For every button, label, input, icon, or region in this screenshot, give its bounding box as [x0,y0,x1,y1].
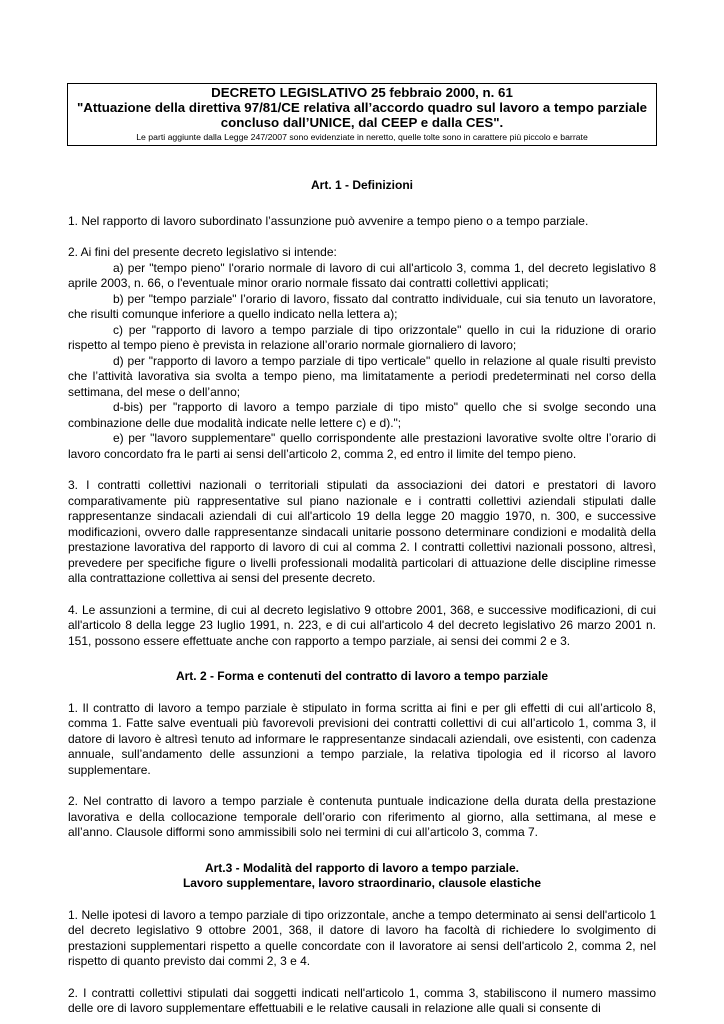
art1-letter-d: d) per "rapporto di lavoro a tempo parziale di tipo verticale" quello in relazione al quale risulti previsto che l’attività lavorativa sia svolta a tempo pieno, ma limitatamente a periodi predeterminati nel corso della settimana, del mese o dell’anno; [68,353,656,399]
title-box [67,83,657,146]
art1-letter-dbis: d-bis) per "rapporto di lavoro a tempo parziale di tipo misto" quello che si svolge secondo una combinazione delle due modalità indicate nelle lettere c) e d)."; [68,400,656,430]
art1-paragraph-2-intro: 2. Ai fini del presente decreto legislativo si intende: [68,245,337,259]
amendment-note: Le parti aggiunte dalla Legge 247/2007 sono evidenziate in neretto, quelle tolte sono in carattere più piccolo e barrate [136,132,588,142]
art1-letter-a: a) per "tempo pieno" l'orario normale di lavoro di cui all'articolo 3, comma 1, del decreto legislativo 8 aprile 2003, n. 66, o l'eventuale minor orario normale fissato dai contratti collettivi applicati; [68,260,656,290]
decree-title: DECRETO LEGISLATIVO 25 febbraio 2000, n. 61 [211,85,513,100]
art3-paragraph-2: 2. I contratti collettivi stipulati dai soggetti indicati nell'articolo 1, comma 3, stabiliscono il numero massimo delle ore di lavoro supplementare effettuabili e le relative causali in relazione alle quali si consente di [68,985,656,1015]
decree-subtitle-line1: "Attuazione della direttiva 97/81/CE relativa all’accordo quadro sul lavoro a tempo parziale [76,100,648,115]
art1-paragraph-4: 4. Le assunzioni a termine, di cui al decreto legislativo 9 ottobre 2001, 368, e successive modificazioni, di cui all'articolo 8 della legge 23 luglio 1991, n. 223, e di cui all'articolo 4 del decreto legislativo 26 marzo 2001 n. 151, possono essere effettuate anche con rapporto a tempo parziale, ai sensi dei commi 2 e 3. [68,602,656,648]
document-body [68,178,656,1017]
decree-subtitle-line2: concluso dall’UNICE, dal CEEP e dalla CES". [220,115,504,130]
art3-paragraph-1: 1. Nelle ipotesi di lavoro a tempo parziale di tipo orizzontale, anche a tempo determinato ai sensi dell'articolo 1 del decreto legislativo 9 ottobre 2001, 368, il datore di lavoro ha facoltà di richiedere lo svolgimento di prestazioni supplementari rispetto a quelle concordate con il lavoratore ai sensi dell'articolo 2, comma 2, nel rispetto di quanto previsto dai commi 2, 3 e 4. [68,907,656,968]
art1-paragraph-3: 3. I contratti collettivi nazionali o territoriali stipulati da associazioni dei datori e prestatori di lavoro comparativamente più rappresentative sul piano nazionale e i contratti collettivi aziendali stipulati dalle rappresentanze sindacali aziendali di cui all'articolo 19 della legge 20 maggio 1970, n. 300, e successive modificazioni, ovvero dalle rappresentanze sindacali unitarie possono determinare condizioni e modalità della prestazione lavorativa del rapporto di lavoro di cui al comma 2. I contratti collettivi nazionali possono, altresì, prevedere per specifiche figure o livelli professionali modalità particolari di attuazione delle discipline rimesse alla contrattazione collettiva ai sensi del presente decreto. [68,478,656,585]
art2-heading: Art. 2 - Forma e contenuti del contratto di lavoro a tempo parziale [175,669,549,683]
art1-letter-e: e) per "lavoro supplementare" quello corrispondente alle prestazioni lavorative svolte oltre l’orario di lavoro concordato fra le parti ai sensi dell’articolo 2, comma 2, ed entro il limite del tempo pieno. [68,431,656,461]
art3-heading-line1: Art.3 - Modalità del rapporto di lavoro a tempo parziale. [204,860,520,875]
art3-heading-line2: Lavoro supplementare, lavoro straordinario, clausole elastiche [182,876,542,890]
art1-heading: Art. 1 - Definizioni [311,178,413,192]
art1-letter-b: b) per "tempo parziale" l’orario di lavoro, fissato dal contratto individuale, cui sia tenuto un lavoratore, che risulti comunque inferiore a quello indicato nella lettera a); [68,291,656,321]
art1-paragraph-1: 1. Nel rapporto di lavoro subordinato l’assunzione può avvenire a tempo pieno o a tempo parziale. [68,213,589,228]
art2-paragraph-2: 2. Nel contratto di lavoro a tempo parziale è contenuta puntuale indicazione della durata della prestazione lavorativa e della collocazione temporale dell’orario con riferimento al giorno, alla settimana, al mese e all’anno. Clausole difformi sono ammissibili solo nei termini di cui all’articolo 3, comma 7. [68,794,656,839]
art1-letter-c: c) per "rapporto di lavoro a tempo parziale di tipo orizzontale" quello in cui la riduzione di orario rispetto al tempo pieno è prevista in relazione all’orario normale giornaliero di lavoro; [68,322,656,352]
art2-paragraph-1: 1. Il contratto di lavoro a tempo parziale è stipulato in forma scritta ai fini e per gli effetti di cui all’articolo 8, comma 1. Fatte salve eventuali più favorevoli previsioni dei contratti collettivi di cui all’articolo 1, comma 3, il datore di lavoro è altresì tenuto ad informare le rappresentanze sindacali aziendali, ove esistenti, con cadenza annuale, sull’andamento delle assunzioni a tempo parziale, la relativa tipologia ed il ricorso al lavoro supplementare. [68,700,656,777]
